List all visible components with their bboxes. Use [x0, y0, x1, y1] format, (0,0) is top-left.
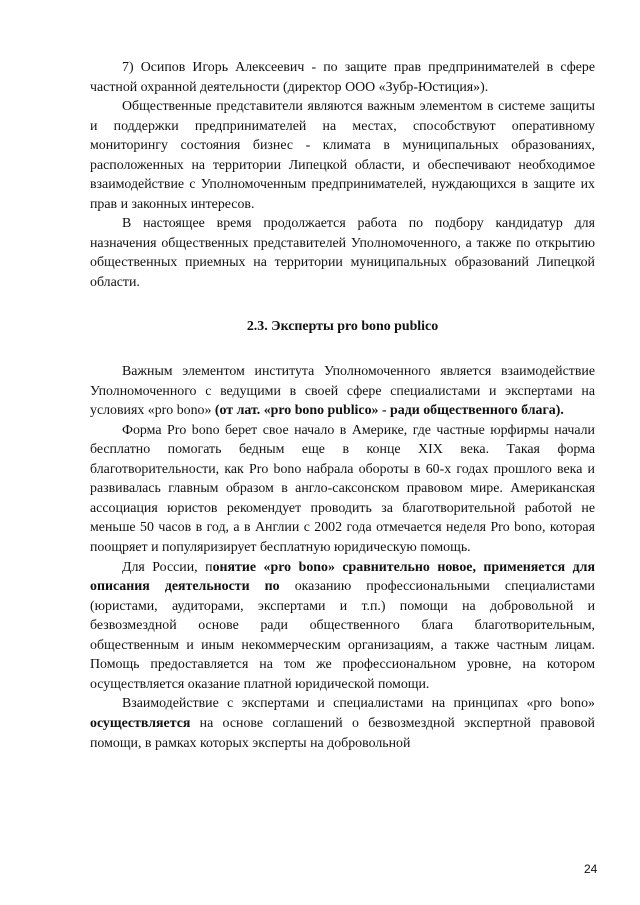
- paragraph-public-representatives: Общественные представители являются важным элементом в системе защиты и поддержки предпринимателей на местах, способствуют оперативному мониторингу состояния бизнес - климата в муниципальных образованиях, расположенных на территории Липецкой области, и обеспечивают необходимое взаимодействие с Уполномоченным предпринимателей, нуждающихся в защите их прав и законных интересов.: [90, 99, 595, 212]
- text-span: Для России, п: [122, 559, 213, 575]
- document-page: [90, 58, 595, 753]
- bold-text-span: осуществляется: [90, 715, 191, 731]
- text-span: на основе соглашений о безвозмездной экспертной правовой помощи, в рамках которых эксперты на добровольной: [90, 715, 595, 751]
- paragraph-list-item-7: 7) Осипов Игорь Алексеевич - по защите прав предпринимателей в сфере частной охранной деятельности (директор ООО «Зубр-Юстиция»).: [90, 60, 595, 95]
- paragraph-interaction-experts: [90, 694, 595, 753]
- paragraph-current-work: В настоящее время продолжается работа по подбору кандидатур для назначения общественных представителей Уполномоченного, а также по открытию общественных приемных на территории муниципальных образований Липецкой области.: [90, 216, 595, 291]
- page-number: 24: [584, 862, 598, 876]
- bold-text-span: онятие «pro bono» сравнительно новое, применяется для описания деятельности по: [90, 559, 595, 595]
- text-span: Взаимодействие с экспертами и специалистами на принципах «pro bono»: [122, 696, 595, 712]
- paragraph-russia-pro-bono: [90, 558, 595, 695]
- bold-text-span: (от лат. «pro bono publico» - ради общественного блага).: [214, 403, 564, 419]
- section-heading: 2.3. Эксперты pro bono publico: [246, 318, 439, 334]
- paragraph-pro-bono-history: Форма Pro bono берет свое начало в Америке, где частные юрфирмы начали бесплатно помогать бедным еще в конце XIX века. Такая форма благотворительности, как Pro bono набрала обороты в 60-х годах прошлого века и развивалась главным образом в англо-саксонском правовом мире. Американская ассоциация юристов рекомендует проводить за благотворительной работой не меньше 50 часов в год, а в Англии с 2002 года отмечается неделя Pro bono, которая поощряет и популяризирует бесплатную юридическую помощь.: [90, 422, 595, 556]
- paragraph-pro-bono-intro: [90, 362, 595, 421]
- text-span: оказанию профессиональными специалистами (юристами, аудиторами, экспертами и т.п.) помощи на добровольной и безвозмездной основе ради общественного блага благотворительным, общественным и иным некоммерческим организациям, а также частным лицам. Помощь предоставляется на том же профессиональном уровне, на котором осуществляется оказание платной юридической помощи.: [90, 579, 595, 692]
- text-span: Важным элементом института Уполномоченного является взаимодействие Уполномоченного с ведущими в своей сфере специалистами и экспертами на условиях «pro bono»: [90, 364, 595, 419]
